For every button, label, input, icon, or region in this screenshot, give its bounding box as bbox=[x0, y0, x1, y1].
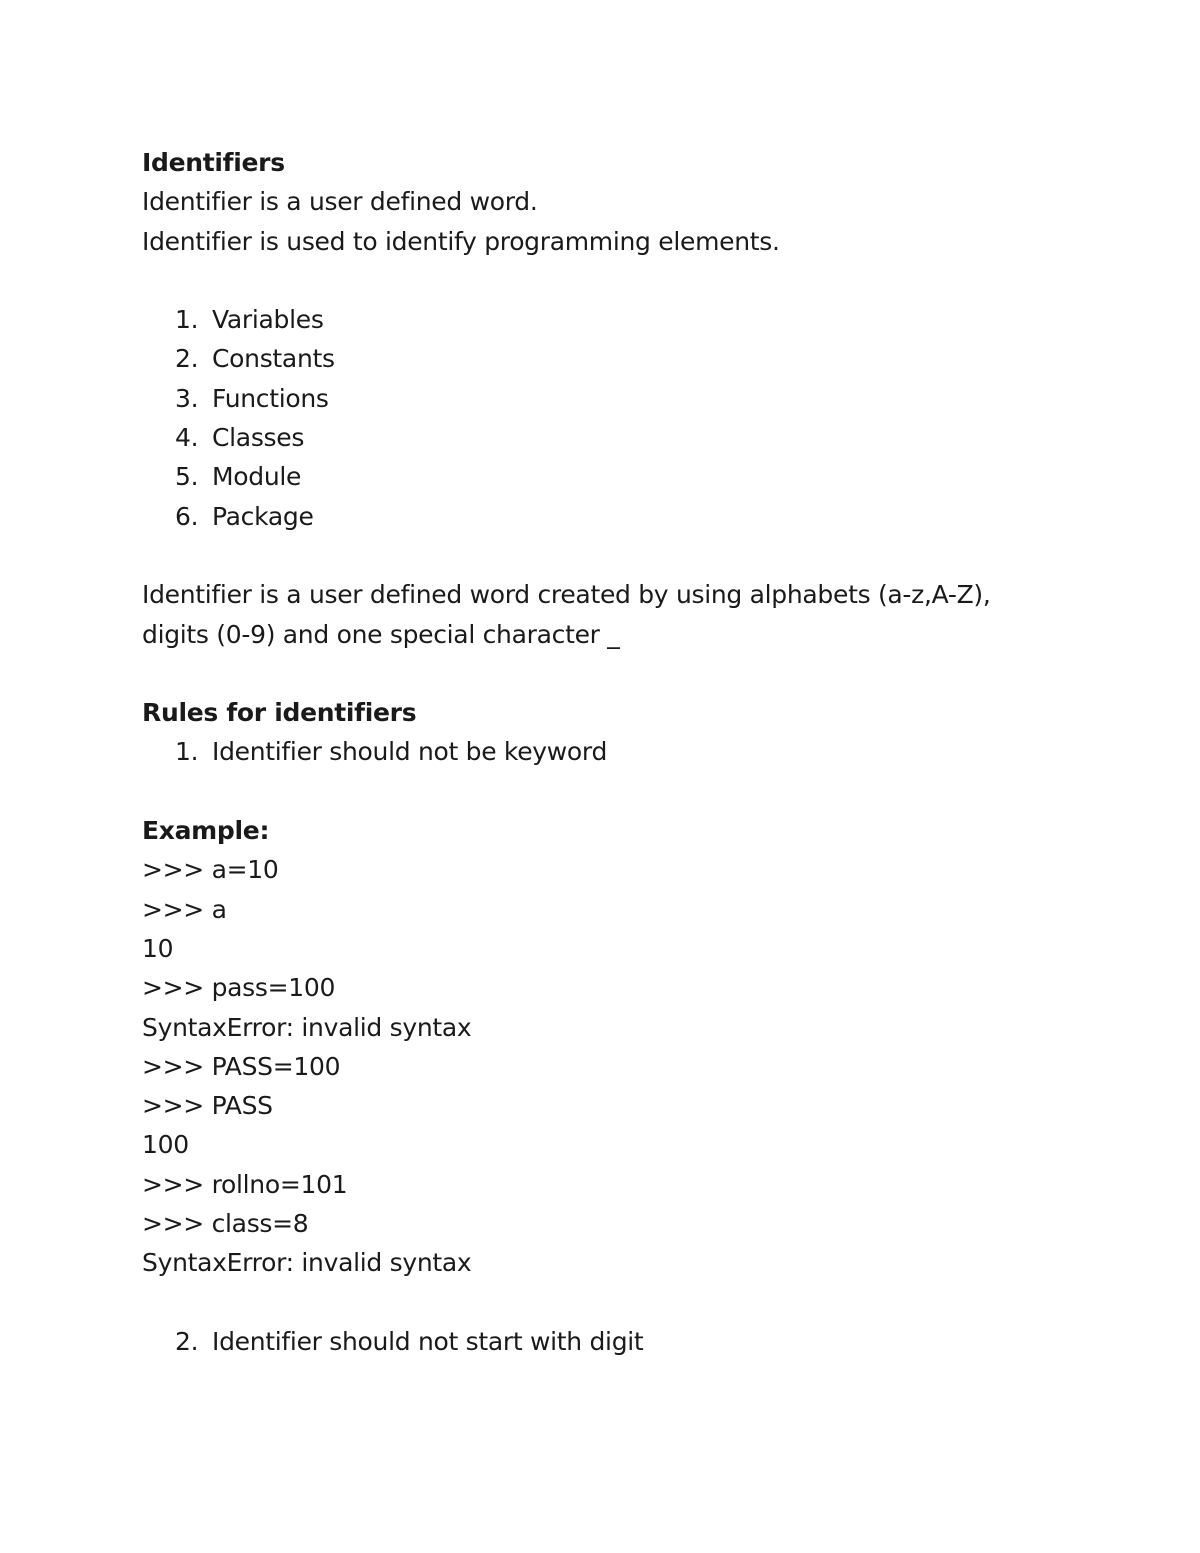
list-label: Constants bbox=[212, 344, 335, 374]
document-page bbox=[142, 143, 1082, 1361]
rule-text: Identifier should not start with digit bbox=[212, 1326, 644, 1356]
list-number: 1. bbox=[175, 737, 199, 767]
list-item bbox=[142, 339, 1082, 378]
spacer bbox=[142, 261, 1082, 300]
rules-heading: Rules for identifiers bbox=[142, 698, 417, 728]
list-number: 6. bbox=[175, 501, 199, 531]
spacer bbox=[142, 536, 1082, 575]
code-line: >>> class=8 bbox=[142, 1209, 309, 1239]
code-line: 10 bbox=[142, 933, 174, 963]
code-line: >>> a bbox=[142, 894, 227, 924]
list-number: 5. bbox=[175, 462, 199, 492]
code-line: >>> a=10 bbox=[142, 855, 279, 885]
definition-line-2: digits (0-9) and one special character _ bbox=[142, 619, 620, 649]
spacer bbox=[142, 1283, 1082, 1322]
spacer bbox=[142, 772, 1082, 811]
page-title: Identifiers bbox=[142, 148, 285, 177]
list-item bbox=[142, 379, 1082, 418]
list-label: Module bbox=[212, 462, 302, 492]
rule-item bbox=[142, 732, 1082, 771]
list-item bbox=[142, 300, 1082, 339]
intro-line-1: Identifier is a user defined word. bbox=[142, 187, 538, 217]
list-label: Package bbox=[212, 501, 314, 531]
code-line: >>> PASS bbox=[142, 1091, 273, 1121]
code-line: SyntaxError: invalid syntax bbox=[142, 1012, 472, 1042]
list-item bbox=[142, 418, 1082, 457]
example-heading: Example: bbox=[142, 816, 270, 846]
elements-list bbox=[142, 300, 1082, 536]
list-number: 1. bbox=[175, 305, 199, 335]
example-code-block bbox=[142, 850, 1082, 1282]
intro-line-2: Identifier is used to identify programming elements. bbox=[142, 226, 780, 256]
list-item bbox=[142, 497, 1082, 536]
code-line: >>> pass=100 bbox=[142, 973, 336, 1003]
list-item bbox=[142, 457, 1082, 496]
code-line: SyntaxError: invalid syntax bbox=[142, 1248, 472, 1278]
list-number: 2. bbox=[175, 1326, 199, 1356]
list-label: Functions bbox=[212, 383, 329, 413]
code-line: >>> PASS=100 bbox=[142, 1051, 341, 1081]
rule-text: Identifier should not be keyword bbox=[212, 737, 608, 767]
list-number: 4. bbox=[175, 423, 199, 453]
rule-item bbox=[142, 1322, 1082, 1361]
spacer bbox=[142, 654, 1082, 693]
code-line: >>> rollno=101 bbox=[142, 1169, 348, 1199]
code-line: 100 bbox=[142, 1130, 189, 1160]
list-number: 2. bbox=[175, 344, 199, 374]
list-label: Classes bbox=[212, 423, 305, 453]
definition-line-1: Identifier is a user defined word created by using alphabets (a-z,A-Z), bbox=[142, 580, 991, 610]
list-number: 3. bbox=[175, 383, 199, 413]
list-label: Variables bbox=[212, 305, 324, 335]
